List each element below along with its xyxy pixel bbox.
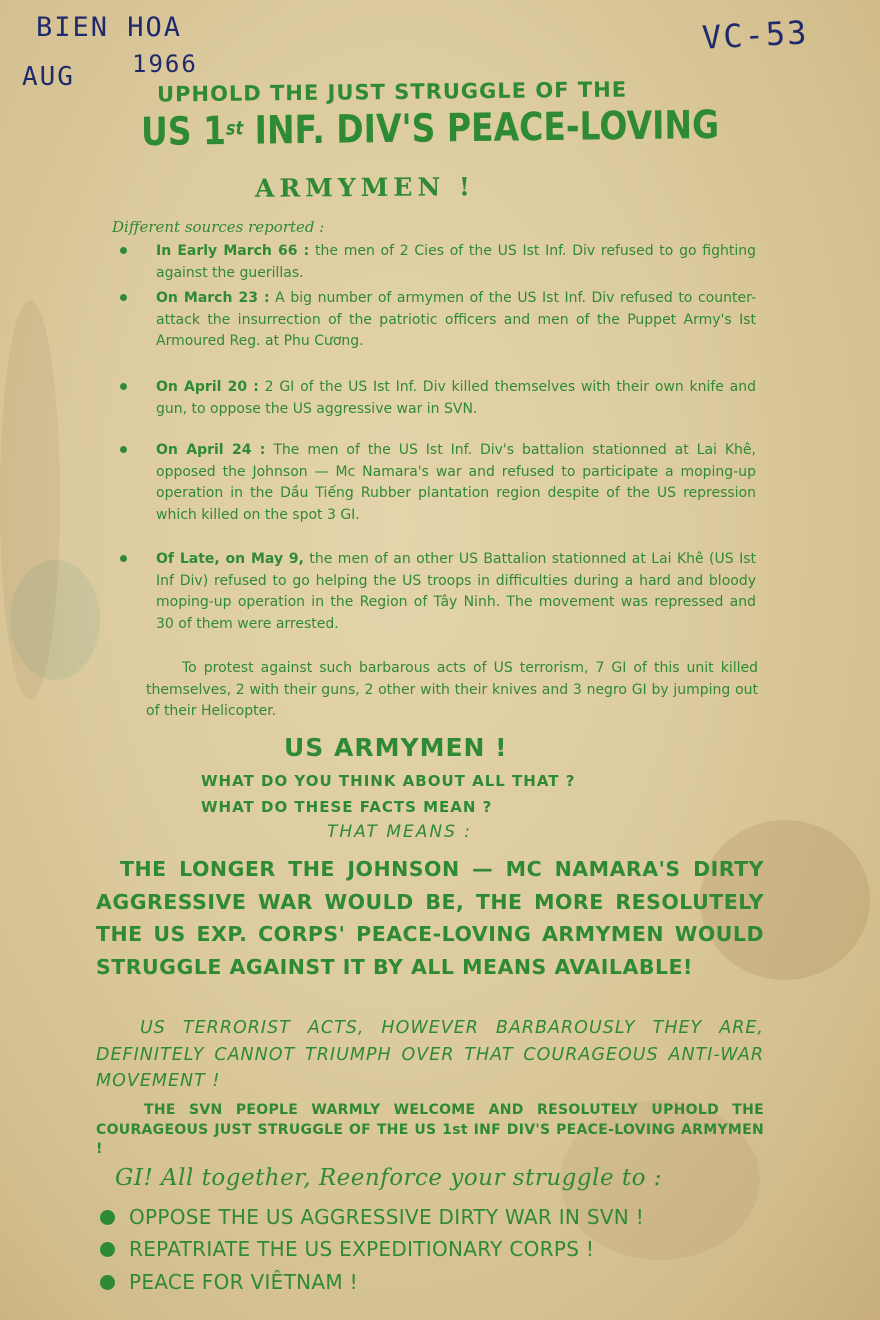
handwritten-code: VC-53 — [701, 13, 810, 57]
report-body: the men of an other US Battalion stationned at Lai Khê (US Ist Inf Div) refused to go helping the US troops in difficulties during a hard and bloody moping-up operation in the Region of Tây Ninh. The movement was repressed and 30 of them were arrested. — [156, 551, 756, 632]
slogan-item — [100, 1237, 594, 1261]
headline-line-3: ARMYMEN ! — [254, 172, 476, 203]
protest-paragraph: To protest against such barbarous acts of US terrorism, 7 GI of this unit killed themselves, 2 with their guns, 2 other with their knives and 3 negro GI by jumping out of their Helicopter. — [146, 660, 758, 719]
slogan-item — [100, 1270, 358, 1294]
report-item — [124, 377, 756, 420]
bullet-icon — [100, 1242, 115, 1257]
bullet-icon — [100, 1210, 115, 1225]
bullet-icon — [100, 1275, 115, 1290]
bullet-icon — [120, 383, 127, 390]
slogan-item — [100, 1205, 644, 1229]
bullet-icon — [120, 294, 127, 301]
report-date: On April 24 : — [156, 442, 266, 458]
main-statement: THE LONGER THE JOHNSON — MC NAMARA'S DIRTY AGGRESSIVE WAR WOULD BE, THE MORE RESOLUTELY THE US EXP. CORPS' PEACE-LOVING ARMYMEN WOULD STRUGGLE AGAINST IT BY ALL MEANS AVAILABLE! — [96, 857, 764, 979]
report-text — [156, 440, 756, 526]
headline-line-2-start: US 1 — [140, 107, 227, 155]
handwritten-location: BIEN HOA — [36, 12, 183, 43]
handwritten-month: AUG — [22, 62, 75, 92]
paper-stain — [0, 300, 60, 700]
call-to-action: GI! All together, Reenforce your struggle to : — [115, 1165, 663, 1191]
headline-superscript: st — [225, 116, 244, 140]
bullet-icon — [120, 555, 127, 562]
italic-statement: US TERRORIST ACTS, HOWEVER BARBAROUSLY THEY ARE, DEFINITELY CANNOT TRIUMPH OVER THAT COURAGEOUS ANTI-WAR MOVEMENT ! — [96, 1018, 764, 1091]
report-item — [124, 288, 756, 353]
report-body: 2 GI of the US Ist Inf. Div killed themselves with their own knife and gun, to oppose the US aggressive war in SVN. — [156, 379, 756, 417]
report-body: The men of the US Ist Inf. Div's battalion stationned at Lai Khê, opposed the Johnson — Mc Namara's war and refused to participate a moping-up operation in the Dầu Tiếng Rubber plantation region despite of the US repression which killed on the spot 3 GI. — [156, 442, 756, 523]
report-text — [156, 549, 756, 635]
report-date: In Early March 66 : — [156, 243, 310, 259]
slogan-text: PEACE FOR VIÊTNAM ! — [129, 1270, 358, 1294]
headline-line-2 — [141, 101, 720, 154]
report-item — [124, 440, 756, 526]
bullet-icon — [120, 247, 127, 254]
welcome-statement: THE SVN PEOPLE WARMLY WELCOME AND RESOLUTELY UPHOLD THE COURAGEOUS JUST STRUGGLE OF THE US 1st INF DIV'S PEACE-LOVING ARMYMEN ! — [96, 1102, 764, 1157]
paper-stain — [10, 560, 100, 680]
report-body: the men of 2 Cies of the US Ist Inf. Div refused to go fighting against the guerillas. — [156, 243, 756, 281]
report-text — [156, 241, 756, 284]
report-text — [156, 288, 756, 353]
report-item — [124, 549, 756, 635]
report-item — [124, 241, 756, 284]
sources-label: Different sources reported : — [112, 218, 325, 236]
report-text — [156, 377, 756, 420]
report-date: On March 23 : — [156, 290, 270, 306]
appeal-question-2: WHAT DO THESE FACTS MEAN ? — [201, 798, 493, 816]
slogan-text: REPATRIATE THE US EXPEDITIONARY CORPS ! — [129, 1237, 595, 1261]
handwritten-year: 1966 — [132, 50, 198, 78]
appeal-question-1: WHAT DO YOU THINK ABOUT ALL THAT ? — [201, 772, 576, 790]
bullet-icon — [120, 446, 127, 453]
slogan-text: OPPOSE THE US AGGRESSIVE DIRTY WAR IN SVN ! — [129, 1205, 645, 1229]
report-date: On April 20 : — [156, 379, 259, 395]
appeal-that-means: THAT MEANS : — [327, 822, 473, 842]
appeal-title: US ARMYMEN ! — [284, 733, 508, 762]
headline-line-1: UPHOLD THE JUST STRUGGLE OF THE — [156, 77, 628, 107]
report-body: A big number of armymen of the US Ist Inf. Div refused to counter-attack the insurrection of the patriotic officers and men of the Puppet Army's Ist Armoured Reg. at Phu Cương. — [156, 290, 756, 349]
headline-line-2-end: INF. DIV'S PEACE-LOVING — [242, 101, 720, 154]
report-date: Of Late, on May 9, — [156, 551, 304, 567]
